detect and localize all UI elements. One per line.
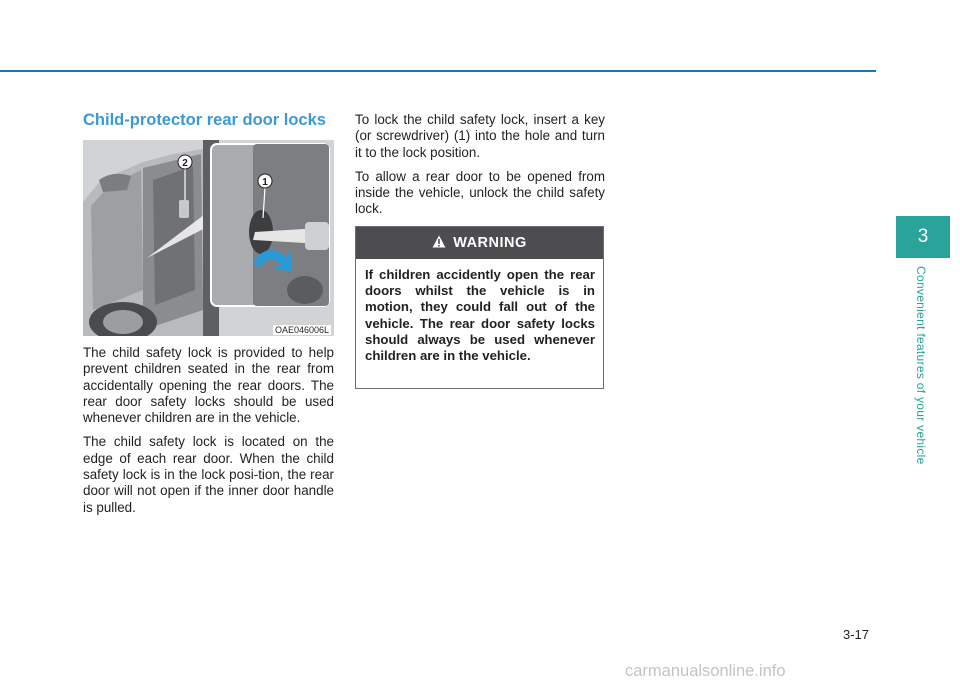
warning-title: WARNING <box>453 235 527 251</box>
callout-1: 1 <box>262 177 268 188</box>
callout-2: 2 <box>182 158 188 169</box>
warning-text: If children accidently open the rear doors whilst the vehicle is in motion, they could fall out of the vehicle. The rear door safety locks should always be used whenever children are in the vehicle. <box>365 267 595 364</box>
door-lock-illustration <box>83 140 334 336</box>
warning-triangle-icon <box>432 235 446 252</box>
paragraph: The child safety lock is located on the edge of each rear door. When the child safety lock is in the lock posi-tion, the rear door will not open if the inner door handle is pulled. <box>83 434 334 515</box>
section-heading: Child-protector rear door locks <box>83 111 326 129</box>
page-number: 3-17 <box>843 627 870 642</box>
warning-header <box>356 227 603 259</box>
left-column <box>83 345 334 524</box>
chapter-title: Convenient features of your vehicle <box>914 266 928 465</box>
right-column <box>355 112 605 226</box>
figure-code: OAE046006L <box>274 325 329 335</box>
paragraph: To allow a rear door to be opened from inside the vehicle, unlock the child safety lock. <box>355 168 605 217</box>
chapter-tab[interactable]: 3 <box>896 216 950 258</box>
warning-box <box>355 226 604 389</box>
car-door-drawing <box>83 140 334 336</box>
top-rule <box>0 70 876 72</box>
paragraph: To lock the child safety lock, insert a key (or screwdriver) (1) into the hole and turn it to the lock position. <box>355 112 605 160</box>
paragraph: The child safety lock is provided to help prevent children seated in the rear from accidentally opening the rear doors. The rear door safety locks should be used whenever children are in the vehicle. <box>83 345 334 426</box>
watermark: carmanualsonline.info <box>625 662 786 680</box>
